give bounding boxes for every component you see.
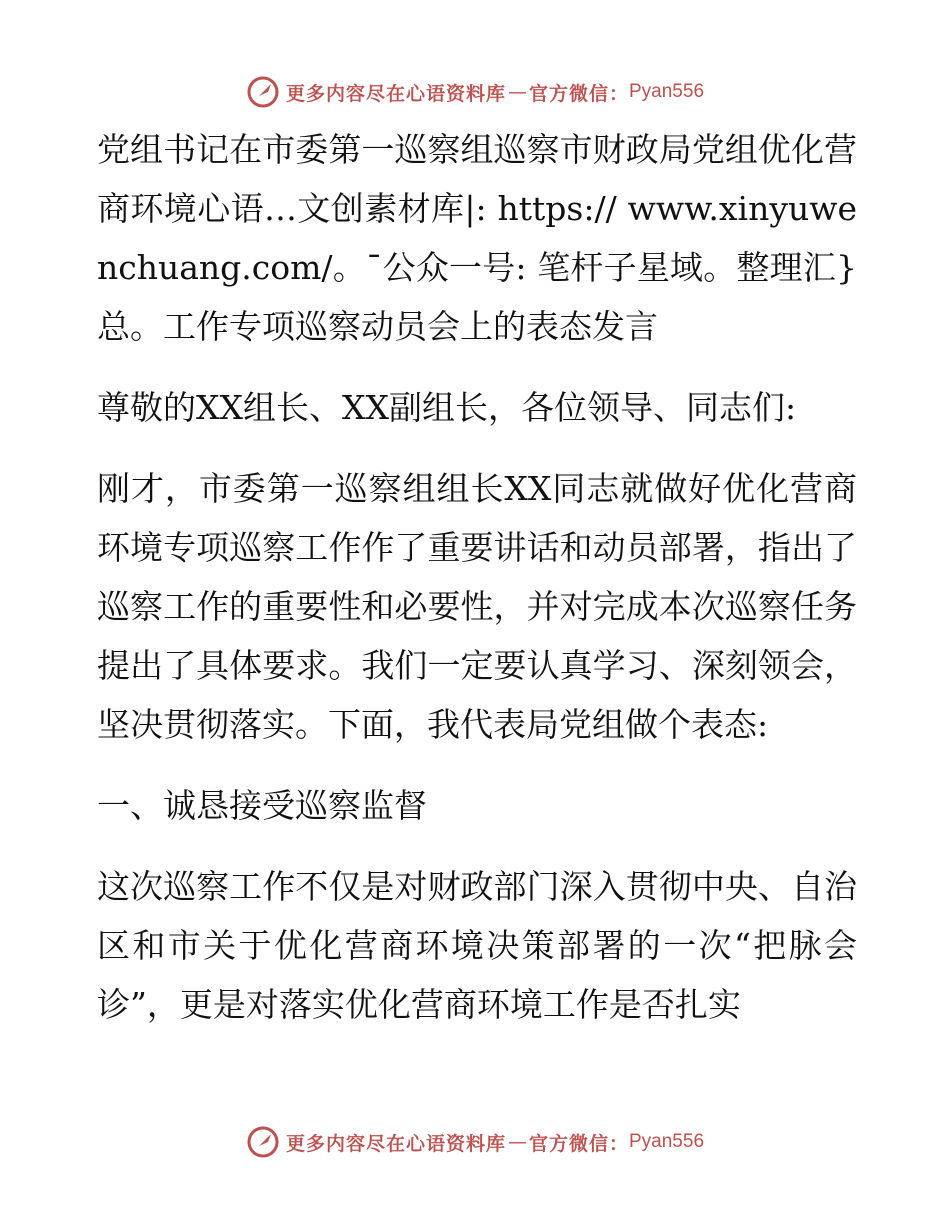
- footer-watermark: [0, 1122, 950, 1162]
- watermark-label: 官方微信：: [528, 1132, 629, 1155]
- watermark-account: Pyan556: [629, 81, 705, 102]
- watermark-text: 更多内容尽在心语资料库: [285, 82, 506, 105]
- watermark-separator: —: [507, 81, 527, 103]
- section-heading-1: 一、诚恳接受巡察监督: [97, 786, 427, 825]
- greeting-line: 尊敬的XX组长、XX副组长，各位领导、同志们:: [97, 388, 797, 427]
- body-paragraph-1: 刚才，市委第一巡察组组长XX同志就做好优化营商环境专项巡察工作作了重要讲话和动员部署，指出了巡察工作的重要性和必要性，并对完成本次巡察任务提出了具体要求。我们一定要认真学习、深刻领会，坚决贯彻落实。下面，我代表局党组做个表态:: [97, 469, 857, 744]
- watermark-label: 官方微信：: [528, 82, 629, 105]
- document-body: [97, 120, 857, 1034]
- header-watermark: [0, 72, 950, 112]
- quill-pen-logo-icon: [246, 1125, 280, 1159]
- quill-pen-logo-icon: [246, 75, 280, 109]
- body-paragraph-2: 这次巡察工作不仅是对财政部门深入贯彻中央、自治区和市关于优化营商环境决策部署的一次“把脉会诊”，更是对落实优化营商环境工作是否扎实: [97, 867, 857, 1024]
- watermark-account: Pyan556: [629, 1131, 705, 1152]
- watermark-text: 更多内容尽在心语资料库: [285, 1132, 506, 1155]
- document-title: 党组书记在市委第一巡察组巡察市财政局党组优化营商环境心语…文创素材库|: https:// www.xinyuwenchuang.com/。¯公众一号: 笔杆子星域。整理汇}总。工作专项巡察动员会上的表态发言: [97, 130, 857, 346]
- watermark-separator: —: [507, 1131, 527, 1153]
